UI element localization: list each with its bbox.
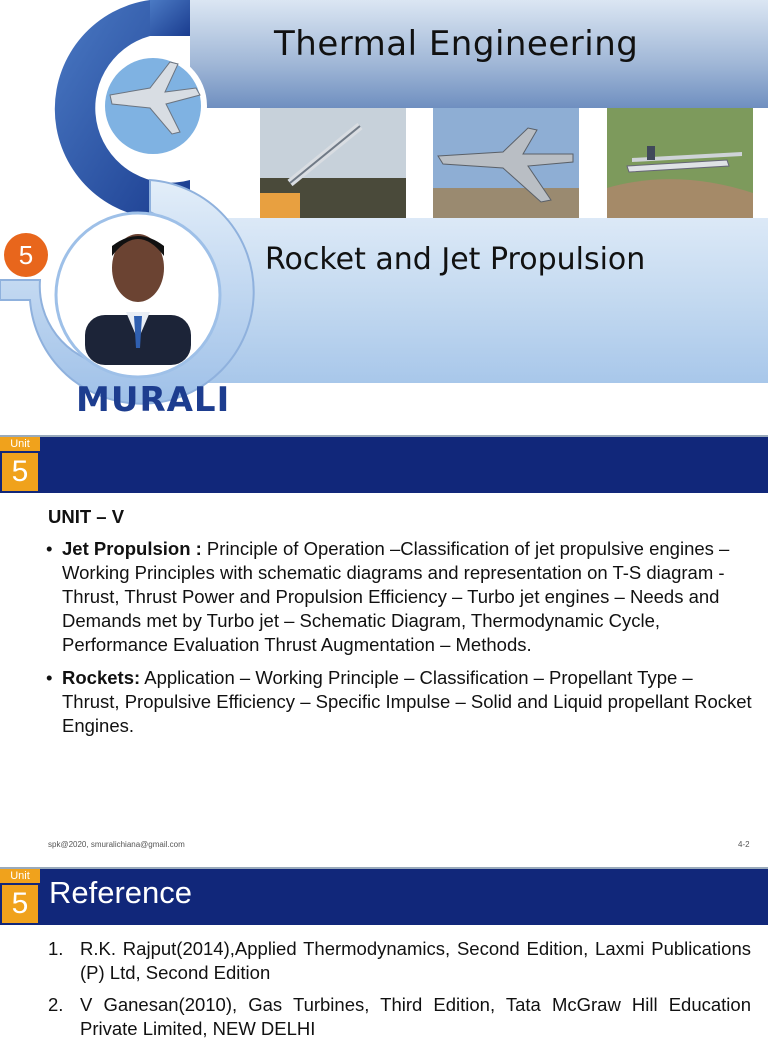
presentation-title: Thermal Engineering xyxy=(274,24,639,64)
reference-number: 2. xyxy=(48,994,64,1015)
bullet-rockets: • Rockets: Application – Working Principle – Classification – Propellant Type – Thrust, Propulsive Efficiency – Specific Impulse – Solid and Liquid propellant Rocket Engines. xyxy=(46,667,752,736)
reference-text: R.K. Rajput(2014),Applied Thermodynamics, Second Edition, Laxmi Publications (P) Ltd, Second Edition xyxy=(80,938,751,983)
unit-heading: UNIT – V xyxy=(48,506,125,527)
syllabus-content xyxy=(48,505,752,747)
reference-text: V Ganesan(2010), Gas Turbines, Third Edition, Tata McGraw Hill Education Private Limited, NEW DELHI xyxy=(80,994,751,1039)
drone-photo xyxy=(607,108,753,218)
s-logo xyxy=(0,0,270,430)
unit-badge-number: 5 xyxy=(2,453,38,491)
missile-launch-photo xyxy=(260,108,406,218)
reference-title: Reference xyxy=(49,875,193,910)
unit-number-badge: 5 xyxy=(4,233,48,277)
title-slide xyxy=(0,0,768,430)
unit-badge-label: Unit xyxy=(0,869,40,883)
reference-item xyxy=(48,993,751,1041)
unit-badge xyxy=(0,869,40,925)
reference-list xyxy=(48,937,751,1049)
reference-item xyxy=(48,937,751,985)
presenter-logo-text: MURALI xyxy=(76,380,231,420)
unit-badge-number: 5 xyxy=(2,885,38,923)
rafale-jet-photo xyxy=(433,108,579,218)
bullet-term: Rockets: xyxy=(62,667,141,688)
bullet-term: Jet Propulsion : xyxy=(62,538,202,559)
footer-email: spk@2020, smuralichiana@gmail.com xyxy=(48,840,185,849)
slide-number: 4-2 xyxy=(738,840,750,849)
unit-badge-label: Unit xyxy=(0,437,40,451)
unit-badge xyxy=(0,437,40,493)
bullet-jet-propulsion: • Jet Propulsion : Principle of Operation –Classification of jet propulsive engines – Working Principles with schematic diagrams and representation on T-S diagram - Thrust, Thrust Power and Propulsion Efficiency – Turbo jet engines – Needs and Demands met by Turbo jet – Schematic Diagram, Thermodynamic Cycle, Performance Evaluation Thrust Augmentation – Methods. xyxy=(46,538,730,655)
presentation-subtitle: Rocket and Jet Propulsion xyxy=(265,242,646,277)
bullet-text: Application – Working Principle – Classification – Propellant Type – Thrust, Propulsive Efficiency – Specific Impulse – Solid and Liquid propellant Rocket Engines. xyxy=(62,667,752,736)
reference-number: 1. xyxy=(48,938,64,959)
bullet-text: Principle of Operation –Classification of jet propulsive engines – Working Principles with schematic diagrams and representation on T-S diagram - Thrust, Thrust Power and Propulsion Efficiency – Turbo jet engines – Needs and Demands met by Turbo jet – Schematic Diagram, Thermodynamic Cycle, Performance Evaluation Thrust Augmentation – Methods. xyxy=(62,538,730,655)
reference-banner xyxy=(0,867,768,925)
unit-banner xyxy=(0,435,768,493)
